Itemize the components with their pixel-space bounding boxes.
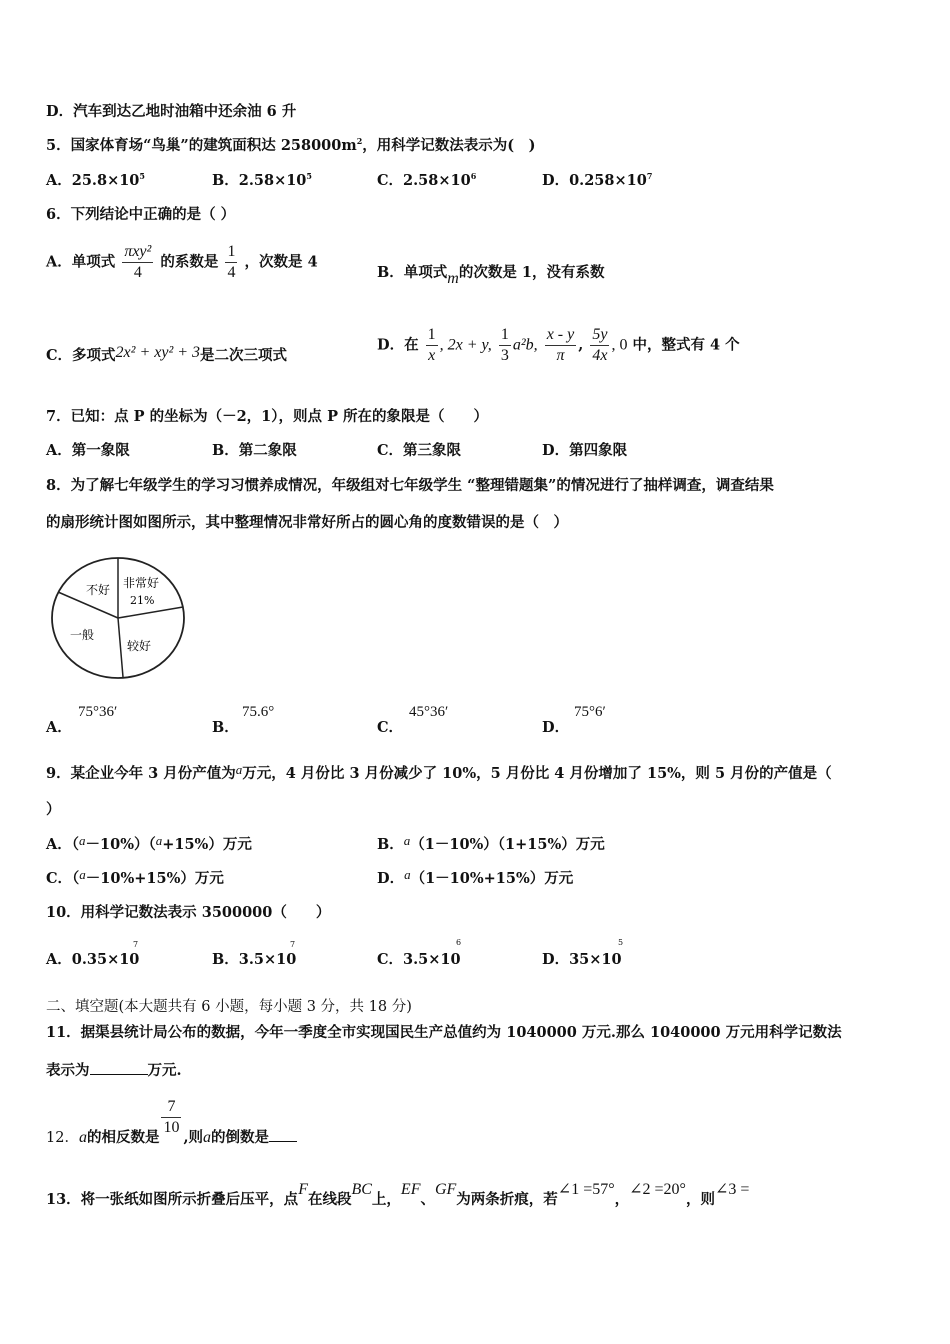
q6-d-term7: , 0 <box>611 336 628 354</box>
q6-d-term4: a²b, <box>512 336 538 354</box>
q9-stem-a: 9．某企业今年 3 月份产值为 <box>46 765 236 782</box>
q6-stem: 6．下列结论中正确的是（ ） <box>46 206 236 223</box>
q9-c-var: a <box>79 867 86 882</box>
q6-d-f6-num: 5y <box>590 325 609 346</box>
q6-d-f5-den: π <box>556 347 565 364</box>
q12-pre: 12． <box>46 1129 79 1146</box>
q13-angle2: ∠2 =20° <box>629 1181 686 1198</box>
q5-option-a[interactable] <box>46 171 145 191</box>
q11-line1: 11．据渠县统计局公布的数据，今年一季度全市实现国民生产总值约为 1040000 万元.那么 1040000 万元用科学记数法 <box>46 1024 842 1041</box>
q8-stem-line2: 的扇形统计图如图所示，其中整理情况非常好所占的圆心角的度数错误的是（ ） <box>46 514 568 531</box>
q13-angle1: ∠1 =57° <box>557 1181 615 1198</box>
q8-pie-chart <box>48 555 190 683</box>
q9-c-post: －10%+15%）万元 <box>85 870 224 887</box>
q6-d-f5-num: x - y <box>545 325 577 346</box>
pie-divider-right <box>118 607 183 618</box>
q8-option-a[interactable] <box>46 718 72 738</box>
q10-stem: 10．用科学记数法表示 3500000（ ） <box>46 904 331 921</box>
q6-a-mid: 的系数是 <box>160 253 219 271</box>
q6-option-a[interactable] <box>46 242 318 283</box>
q5-b-text: B．2.58×10 <box>212 172 307 189</box>
q9-a-mid: －10%）（ <box>85 836 156 853</box>
q6-c-expr: 2x² + xy² + 3 <box>115 344 201 361</box>
q13-GF: GF <box>434 1181 457 1198</box>
q12-fraction <box>161 1097 181 1138</box>
q6-d-f3-num: 1 <box>499 325 511 346</box>
q9-option-c[interactable] <box>46 869 224 889</box>
q9-option-a[interactable] <box>46 835 252 855</box>
q13-EF: EF <box>400 1181 421 1198</box>
pie-label-average: 一般 <box>70 628 95 642</box>
q5-c-text: C．2.58×10 <box>377 172 471 189</box>
q13-t3: 、 <box>420 1191 435 1208</box>
q9-d-var: a <box>404 867 411 882</box>
q6-d-f1-den: x <box>428 347 436 364</box>
q5-option-c[interactable] <box>377 171 476 191</box>
q6-a-coef-fraction <box>225 242 237 283</box>
q8-b-label: B． <box>212 719 239 736</box>
q6-a-fraction <box>122 242 153 283</box>
q11-answer-blank[interactable] <box>90 1060 148 1075</box>
q12-var1: a <box>78 1128 87 1146</box>
q6-d-frac1 <box>426 325 438 366</box>
q6-a-coef-den: 4 <box>227 264 236 281</box>
q9-b-pre: B． <box>377 836 404 853</box>
q6-b-label: B．单项式 <box>377 264 448 281</box>
q6-d-frac5 <box>545 325 577 366</box>
q10-b-sup: 7 <box>290 940 296 949</box>
q10-c-sup: 6 <box>456 938 462 947</box>
pie-label-bad: 不好 <box>86 583 111 597</box>
q6-d-f3-den: 3 <box>500 347 509 364</box>
q6-d-term2: , 2x + y, <box>439 336 492 354</box>
q7-option-d[interactable]: D．第四象限 <box>542 442 628 459</box>
pie-label-good: 较好 <box>127 639 152 653</box>
q6-c-label: C．多项式 <box>46 347 116 364</box>
q13-t6: ，则 <box>685 1191 715 1208</box>
q9-stem <box>46 764 832 784</box>
q8-c-label: C． <box>377 719 404 736</box>
q9-b-post: （1－10%）（1+15%）万元 <box>410 836 605 853</box>
q5-option-d[interactable] <box>542 171 652 191</box>
q5-b-sup: 5 <box>306 171 312 182</box>
q9-a-var2: a <box>155 833 163 848</box>
q12-var2: a <box>203 1128 212 1146</box>
q5-stem-sup: 2 <box>356 136 363 147</box>
q5-option-b[interactable] <box>212 171 312 191</box>
q13-angle3: ∠3 = <box>714 1181 750 1198</box>
q13-BC: BC <box>351 1181 372 1198</box>
section2-title: 二、填空题(本大题共有 6 小题，每小题 3 分，共 18 分) <box>46 999 412 1015</box>
q8-d-label: D． <box>542 719 570 736</box>
q6-option-d[interactable]: D．在 $\frac{1}{x}$ , 2x + y, $\frac{1}{3}$ a²b, $\frac{x - y}{\pi}$ , $\frac{5y}{4x}$ , 0 中，整式有 4 个 <box>377 326 740 364</box>
q5-stem-tail: ，用科学记数法表示为( ) <box>362 137 536 154</box>
q6-a-coef-num: 1 <box>225 242 237 263</box>
q6-option-b[interactable] <box>377 263 605 287</box>
q12 <box>46 1097 297 1146</box>
q12-frac-den: 10 <box>163 1119 180 1136</box>
q9-option-d[interactable] <box>377 869 573 889</box>
q6-a-frac-den: 4 <box>133 264 142 281</box>
q9-option-b[interactable] <box>377 835 605 855</box>
pie-divider-bottom <box>118 618 123 677</box>
q13-t1: 在线段 <box>307 1191 352 1208</box>
q9-a-pre: A．（ <box>46 836 80 853</box>
q6-d-frac3 <box>499 325 511 366</box>
q8-option-d[interactable] <box>542 718 569 738</box>
q9-c-pre: C．（ <box>46 870 80 887</box>
q10-a-text: A．0.35×10 <box>46 951 140 968</box>
q8-option-c[interactable] <box>377 718 403 738</box>
q6-a-label: A．单项式 <box>46 253 116 271</box>
q10-option-a[interactable] <box>46 950 139 970</box>
q7-option-b[interactable]: B．第二象限 <box>212 442 297 459</box>
q9-d-post: （1－10%+15%）万元 <box>410 870 574 887</box>
q10-b-text: B．3.5×10 <box>212 951 297 968</box>
q10-a-sup: 7 <box>133 940 139 949</box>
q6-b-tail: 的次数是 1，没有系数 <box>458 264 605 281</box>
q9-stem-b: 万元，4 月份比 3 月份减少了 10%，5 月份比 4 月份增加了 15%，则 5 月份的产值是（ <box>242 765 832 782</box>
q9-stem-var: a <box>235 762 243 777</box>
pie-label-very-good-pct: 21% <box>130 594 155 607</box>
q8-option-b[interactable] <box>212 718 239 738</box>
q13-F: F <box>298 1181 308 1198</box>
q6-a-tail: ，次数是 4 <box>244 253 318 271</box>
q10-option-d[interactable] <box>542 950 622 970</box>
q10-option-c[interactable] <box>377 950 461 970</box>
q10-d-text: D．35×10 <box>542 951 622 968</box>
q8-a-label: A． <box>46 719 72 736</box>
q13 <box>46 1181 750 1210</box>
q6-b-var: m <box>447 270 459 287</box>
q6-a-frac-num: πxy² <box>122 242 153 263</box>
q13-t2: 上， <box>371 1191 401 1208</box>
q9-a-post: +15%）万元 <box>162 836 252 853</box>
q10-d-sup: 5 <box>618 938 624 947</box>
q11-line2-a: 表示为 <box>46 1062 90 1079</box>
q6-d-f6-den: 4x <box>592 347 608 364</box>
q5-stem-text: 5．国家体育场“鸟巢”的建筑面积达 258000m <box>46 137 357 154</box>
q9-a-var1: a <box>79 833 86 848</box>
q12-answer-blank[interactable] <box>269 1127 297 1142</box>
q9-b-var: a <box>403 833 411 848</box>
pie-label-very-good: 非常好 <box>123 576 160 590</box>
q7-option-c[interactable]: C．第三象限 <box>377 442 462 459</box>
q12-mid: 的相反数是 <box>86 1128 160 1146</box>
q6-d-frac6 <box>590 325 609 366</box>
q5-a-text: A．25.8×10 <box>46 172 140 189</box>
q5-d-sup: 7 <box>646 171 653 182</box>
q5-c-sup: 6 <box>470 171 477 182</box>
q6-d-f1-num: 1 <box>426 325 438 346</box>
q5-stem <box>46 136 536 156</box>
q12-mid2: ,则 <box>183 1128 204 1146</box>
q7-option-a[interactable]: A．第一象限 <box>46 442 130 459</box>
q13-pre: 13．将一张纸如图所示折叠后压平，点 <box>46 1191 299 1208</box>
q8-d-value: 75°6′ <box>574 704 606 720</box>
q6-option-c[interactable] <box>46 346 287 366</box>
q12-frac-num: 7 <box>161 1097 181 1118</box>
q8-a-value: 75°36′ <box>78 704 118 720</box>
q7-stem: 7．已知：点 P 的坐标为（－2，1），则点 P 所在的象限是（ ） <box>46 408 489 425</box>
q6-d-label: D．在 <box>377 336 419 354</box>
q6-d-tail: 中，整式有 4 个 <box>632 336 740 354</box>
q8-b-value: 75.6° <box>242 704 275 720</box>
q5-a-sup: 5 <box>139 171 145 182</box>
q11-line2-b: 万元. <box>147 1062 182 1079</box>
q8-c-value: 45°36′ <box>409 704 449 720</box>
q10-option-b[interactable] <box>212 950 296 970</box>
q12-post: 的倒数是 <box>211 1128 270 1146</box>
q4-option-d: D．汽车到达乙地时油箱中还余油 6 升 <box>46 103 297 120</box>
q13-t5: ， <box>614 1191 630 1208</box>
q8-stem-line1: 8．为了解七年级学生的学习习惯养成情况，年级组对七年级学生 “整理错题集”的情况进行了抽样调查，调查结果 <box>46 477 774 494</box>
q10-c-text: C．3.5×10 <box>377 951 461 968</box>
q5-d-text: D．0.258×10 <box>542 172 647 189</box>
q6-c-tail: 是二次三项式 <box>200 347 288 364</box>
q13-t4: 为两条折痕，若 <box>456 1191 558 1208</box>
q9-stem-close: ） <box>46 801 61 818</box>
q11-line2 <box>46 1060 182 1081</box>
q9-d-pre: D． <box>377 870 405 887</box>
